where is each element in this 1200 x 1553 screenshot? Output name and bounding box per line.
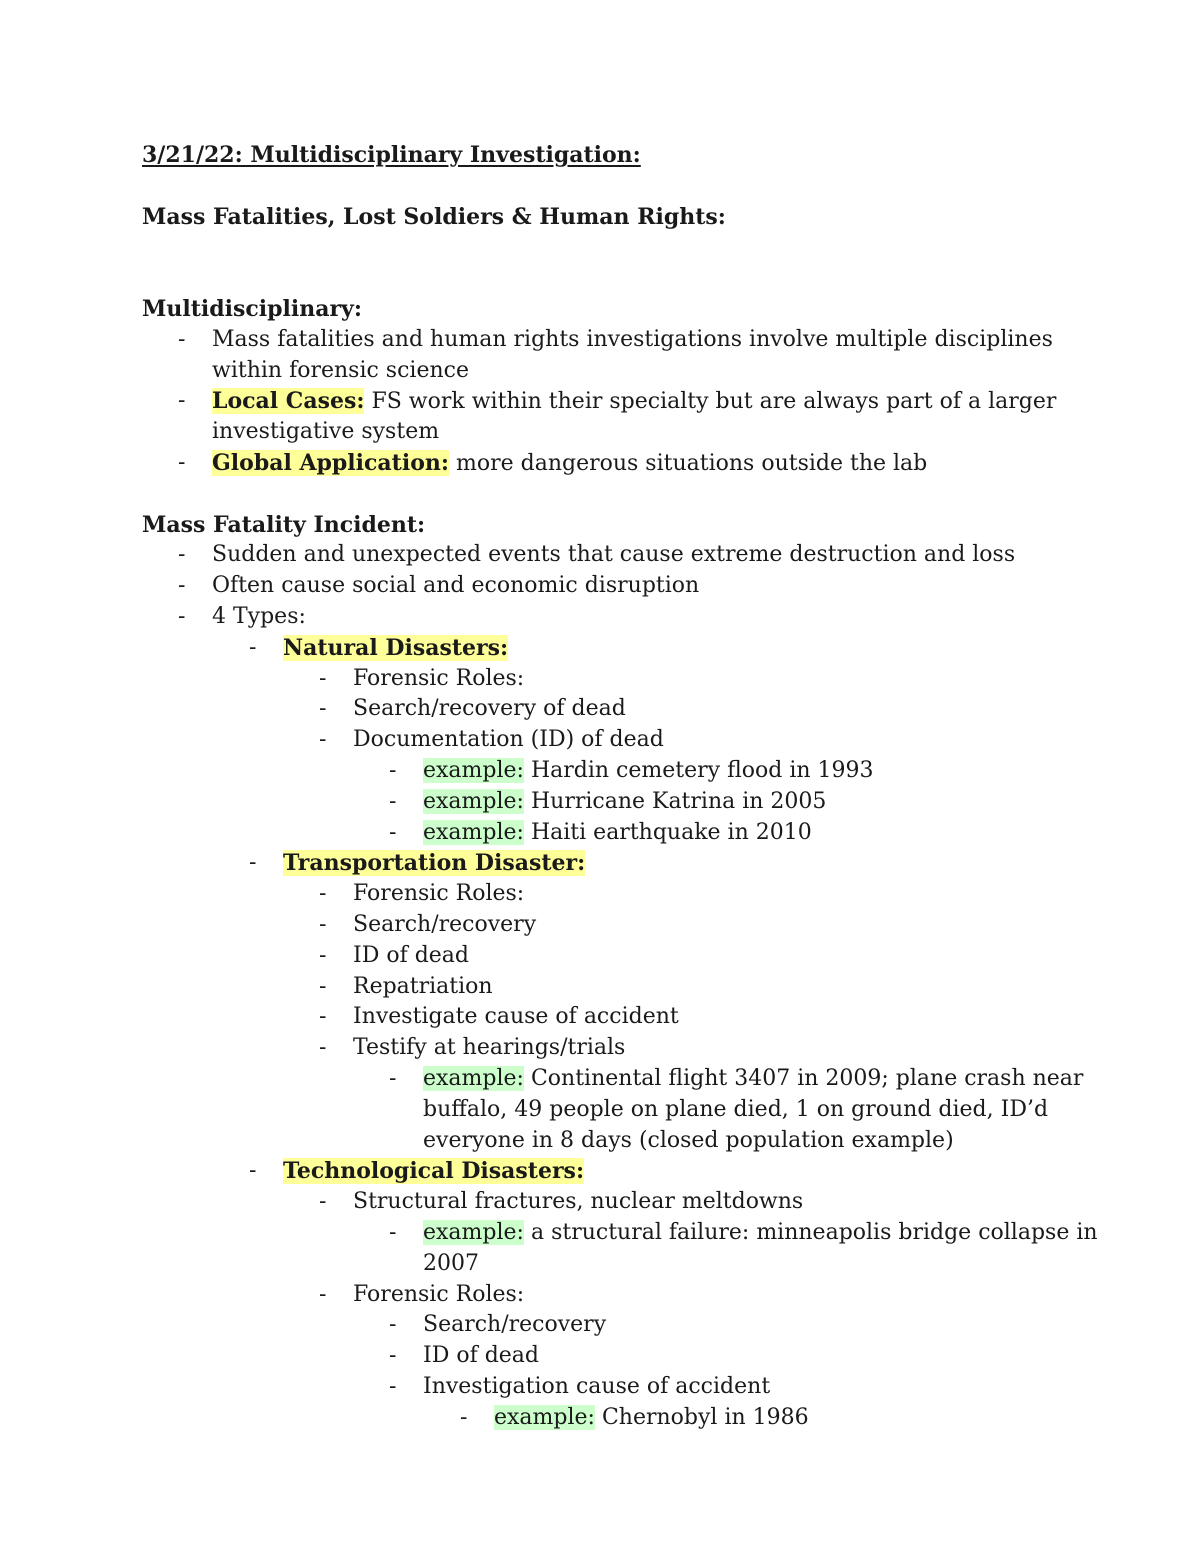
- bullet-dash: -: [389, 1312, 397, 1337]
- list-item: [460, 1403, 809, 1433]
- line-text: Documentation (ID) of dead: [353, 727, 664, 752]
- bullet-dash: -: [319, 912, 327, 937]
- list-item: [389, 1310, 607, 1340]
- line-text: Mass Fatality Incident:: [142, 512, 426, 538]
- highlighted-label: Global Application:: [212, 450, 449, 476]
- bullet-dash: -: [319, 1035, 327, 1060]
- line-text: Search/recovery of dead: [353, 696, 626, 721]
- list-item: [389, 1372, 771, 1402]
- line-text: everyone in 8 days (closed population example): [423, 1128, 954, 1153]
- bullet-dash: -: [389, 1343, 397, 1368]
- list-item: [319, 879, 525, 909]
- list-item: [319, 972, 493, 1002]
- bullet-dash: -: [178, 573, 186, 598]
- list-item: [389, 756, 874, 786]
- list-item-continuation: [212, 417, 439, 447]
- note-title: 3/21/22: Multidisciplinary Investigation:: [142, 142, 641, 168]
- bullet-dash: -: [319, 1004, 327, 1029]
- list-item: [319, 694, 626, 724]
- bullet-dash: -: [389, 758, 397, 783]
- list-item: [319, 941, 470, 971]
- example-label: example:: [423, 1066, 524, 1091]
- bullet-dash: -: [389, 1374, 397, 1399]
- example-label: example:: [423, 1220, 524, 1245]
- list-item: [178, 602, 306, 632]
- list-item: [319, 1280, 525, 1310]
- highlighted-label: Natural Disasters:: [283, 635, 509, 661]
- line-text: Sudden and unexpected events that cause extreme destruction and loss: [212, 542, 1016, 567]
- line-text: Haiti earthquake in 2010: [523, 820, 812, 845]
- line-text: Forensic Roles:: [353, 1282, 525, 1307]
- line-text: Chernobyl in 1986: [594, 1405, 809, 1430]
- line-text: Mass fatalities and human rights investigations involve multiple disciplines: [212, 327, 1053, 352]
- line-text: Search/recovery: [353, 912, 537, 937]
- line-text: Investigate cause of accident: [353, 1004, 679, 1029]
- line-text: within forensic science: [212, 358, 469, 383]
- line-text: Repatriation: [353, 974, 493, 999]
- list-item: [389, 1218, 1098, 1248]
- list-item: [319, 1187, 804, 1217]
- bullet-dash: -: [178, 388, 186, 413]
- list-item: [389, 1341, 540, 1371]
- line-text: Forensic Roles:: [353, 881, 525, 906]
- bullet-dash: -: [389, 1220, 397, 1245]
- bullet-dash: -: [249, 635, 257, 660]
- bullet-dash: -: [319, 727, 327, 752]
- line-text: Structural fractures, nuclear meltdowns: [353, 1189, 804, 1214]
- line-text: Search/recovery: [423, 1312, 607, 1337]
- list-item-continuation: [423, 1249, 479, 1279]
- bullet-dash: -: [319, 943, 327, 968]
- list-item: [389, 1064, 1084, 1094]
- line-text: Often cause social and economic disruption: [212, 573, 700, 598]
- list-item: [249, 633, 509, 664]
- bullet-dash: -: [319, 696, 327, 721]
- list-item: [178, 325, 1053, 355]
- section-heading: [142, 294, 362, 324]
- line-text: investigative system: [212, 419, 440, 444]
- line-text: FS work within their specialty but are always part of a larger: [364, 389, 1057, 414]
- line-text: more dangerous situations outside the lab: [448, 451, 928, 476]
- list-item-continuation: [423, 1126, 954, 1156]
- highlighted-label: Technological Disasters:: [283, 1158, 585, 1184]
- list-item: [178, 540, 1016, 570]
- list-item: [389, 818, 812, 848]
- bullet-dash: -: [319, 974, 327, 999]
- line-text: Continental flight 3407 in 2009; plane crash near: [523, 1066, 1084, 1091]
- line-text: ID of dead: [423, 1343, 540, 1368]
- bullet-dash: -: [178, 450, 186, 475]
- example-label: example:: [423, 789, 524, 814]
- list-item: [178, 448, 928, 479]
- line-text: Hurricane Katrina in 2005: [523, 789, 827, 814]
- list-item: [178, 386, 1057, 417]
- note-subtitle: Mass Fatalities, Lost Soldiers & Human Rights:: [142, 204, 726, 230]
- bullet-dash: -: [389, 1066, 397, 1091]
- list-item: [319, 1002, 679, 1032]
- bullet-dash: -: [178, 327, 186, 352]
- line-text: Multidisciplinary:: [142, 296, 362, 322]
- list-item: [319, 725, 664, 755]
- list-item: [249, 848, 586, 879]
- line-text: 2007: [423, 1251, 479, 1276]
- line-text: Testify at hearings/trials: [353, 1035, 626, 1060]
- bullet-dash: -: [319, 1282, 327, 1307]
- bullet-dash: -: [389, 789, 397, 814]
- list-item: [249, 1156, 585, 1187]
- highlighted-label: Transportation Disaster:: [283, 850, 586, 876]
- example-label: example:: [423, 758, 524, 783]
- line-text: Investigation cause of accident: [423, 1374, 771, 1399]
- list-item: [319, 664, 525, 694]
- bullet-dash: -: [319, 666, 327, 691]
- list-item-continuation: [212, 356, 469, 386]
- section-heading: [142, 510, 425, 540]
- list-item: [319, 910, 537, 940]
- bullet-dash: -: [178, 542, 186, 567]
- line-text: Hardin cemetery flood in 1993: [523, 758, 874, 783]
- list-item-continuation: [423, 1095, 1048, 1125]
- list-item: [178, 571, 700, 601]
- bullet-dash: -: [249, 850, 257, 875]
- bullet-dash: -: [319, 881, 327, 906]
- list-item: [319, 1033, 626, 1063]
- line-text: Forensic Roles:: [353, 666, 525, 691]
- example-label: example:: [423, 820, 524, 845]
- bullet-dash: -: [460, 1405, 468, 1430]
- example-label: example:: [494, 1405, 595, 1430]
- highlighted-label: Local Cases:: [212, 388, 365, 414]
- line-text: ID of dead: [353, 943, 470, 968]
- list-item: [389, 787, 827, 817]
- line-text: 4 Types:: [212, 604, 306, 629]
- bullet-dash: -: [319, 1189, 327, 1214]
- bullet-dash: -: [249, 1158, 257, 1183]
- line-text: buffalo, 49 people on plane died, 1 on ground died, ID’d: [423, 1097, 1049, 1122]
- line-text: a structural failure: minneapolis bridge collapse in: [523, 1220, 1098, 1245]
- bullet-dash: -: [178, 604, 186, 629]
- bullet-dash: -: [389, 820, 397, 845]
